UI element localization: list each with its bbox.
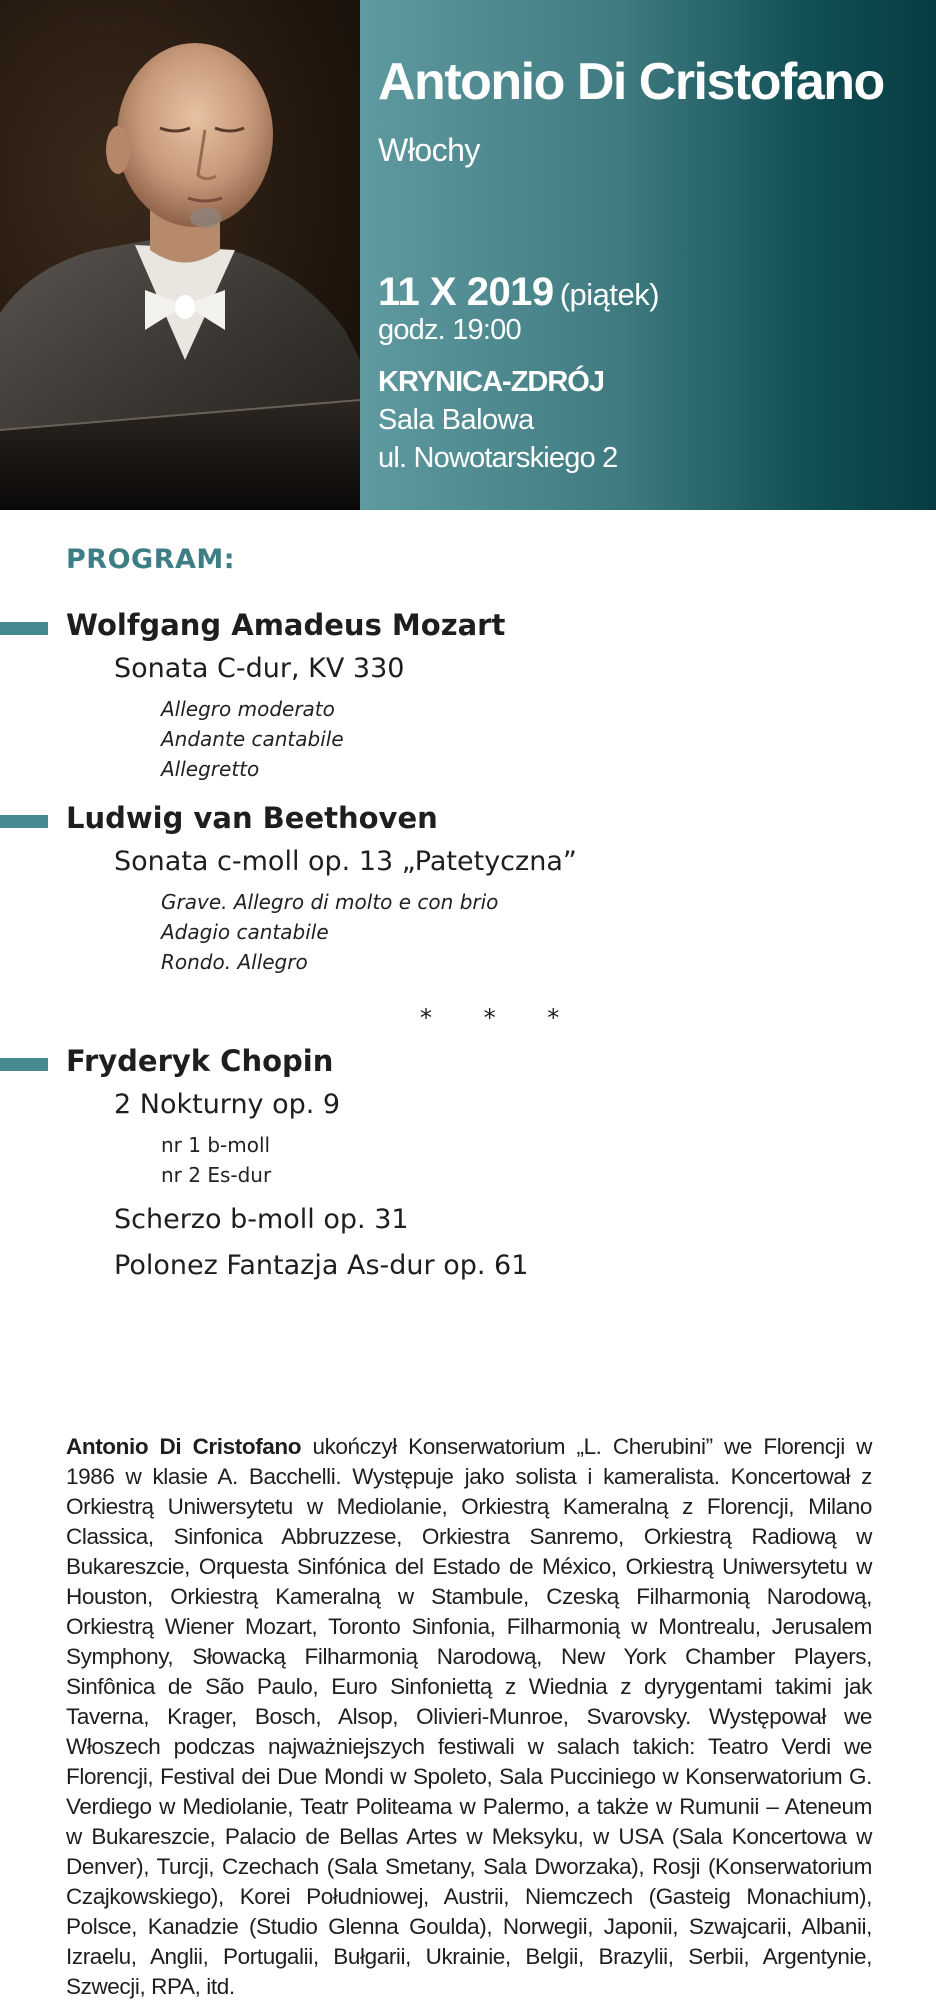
work-title: 2 Nokturny op. 9	[114, 1089, 341, 1120]
work-title: Sonata C-dur, KV 330	[114, 653, 405, 684]
movement: Allegretto	[161, 757, 260, 781]
artist-photo	[0, 0, 360, 510]
artist-biography	[66, 1432, 872, 2002]
concert-hall: Sala Balowa	[378, 404, 534, 436]
composer-marker-bar	[0, 1058, 48, 1071]
concert-info-panel	[360, 0, 936, 510]
pianist-portrait-icon	[0, 0, 360, 510]
movement: Grave. Allegro di molto e con brio	[161, 890, 499, 914]
movement: Allegro moderato	[161, 697, 335, 721]
work-title: Polonez Fantazja As-dur op. 61	[114, 1250, 529, 1281]
bio-text: ukończył Konserwatorium „L. Cherubini” we Florencji w 1986 w klasie A. Bacchelli. Występuje jako solista i kameralista. Koncertował z Orkiestrą Uniwersytetu w Mediolanie, Orkiestrą Kameralną z Florencji, Milano Classica, Sinfonica Abbruzzese, Orkiestra Sanremo, Orkiestrą Radiową w Bukareszcie, Orquesta Sinfónica del Estado de México, Orkiestrą Uniwersytetu w Houston, Orkiestrą Kameralną w Stambule, Czeską Filharmonią Narodową, Orkiestrą Wiener Mozart, Toronto Sinfonia, Filharmonią w Montrealu, Jerusalem Symphony, Słowacką Filharmonią Narodową, New York Chamber Players, Sinfônica de São Paulo, Euro Sinfoniettą z Wiednia z dyrygentami takimi jak Taverna, Krager, Bosch, Alsop, Olivieri-Munroe, Svarovsky. Występował we Włoszech podczas najważniejszych festiwali w salach takich: Teatro Verdi we Florencji, Festival dei Due Mondi w Spoleto, Sala Pucciniego w Konserwatorium G. Verdiego w Mediolanie, Teatr Politeama w Palermo, a także w Rumunii – Ateneum w Bukareszcie, Palacio de Bellas Artes w Meksyku, w USA (Sala Koncertowa w Denver), Turcji, Czechach (Sala Smetany, Sala Dworzaka), Rosji (Konserwatorium Czajkowskiego), Korei Południowej, Austrii, Niemczech (Gasteig Monachium), Polsce, Kanadzie (Studio Glenna Goulda), Norwegii, Japonii, Szwajcarii, Albanii, Izraelu, Anglii, Portugalii, Bułgarii, Ukrainie, Belgii, Brazylii, Serbii, Argentynie, Szwecji, RPA, itd.	[66, 1434, 872, 1999]
concert-header	[0, 0, 936, 510]
intermission-separator: * * *	[420, 1004, 582, 1032]
work-title: Sonata c-moll op. 13 „Patetyczna”	[114, 846, 577, 877]
work-title: Scherzo b-moll op. 31	[114, 1204, 409, 1235]
composer-name: Wolfgang Amadeus Mozart	[66, 608, 506, 642]
work-subitem: nr 1 b-moll	[161, 1133, 271, 1157]
bio-artist-name: Antonio Di Cristofano	[66, 1434, 302, 1459]
program-heading: PROGRAM:	[66, 544, 236, 575]
concert-weekday: (piątek)	[559, 277, 660, 312]
movement: Rondo. Allegro	[161, 950, 308, 974]
concert-date-line	[378, 270, 659, 315]
movement: Andante cantabile	[161, 727, 344, 751]
composer-marker-bar	[0, 622, 48, 635]
movement: Adagio cantabile	[161, 920, 329, 944]
artist-country: Włochy	[378, 132, 480, 168]
concert-city: KRYNICA-ZDRÓJ	[378, 366, 604, 398]
concert-time: godz. 19:00	[378, 314, 521, 346]
artist-name: Antonio Di Cristofano	[378, 53, 884, 111]
work-subitem: nr 2 Es-dur	[161, 1163, 272, 1187]
concert-date: 11 X 2019	[378, 270, 554, 314]
composer-name: Ludwig van Beethoven	[66, 801, 438, 835]
composer-marker-bar	[0, 815, 48, 828]
composer-name: Fryderyk Chopin	[66, 1044, 334, 1078]
concert-address: ul. Nowotarskiego 2	[378, 442, 618, 474]
